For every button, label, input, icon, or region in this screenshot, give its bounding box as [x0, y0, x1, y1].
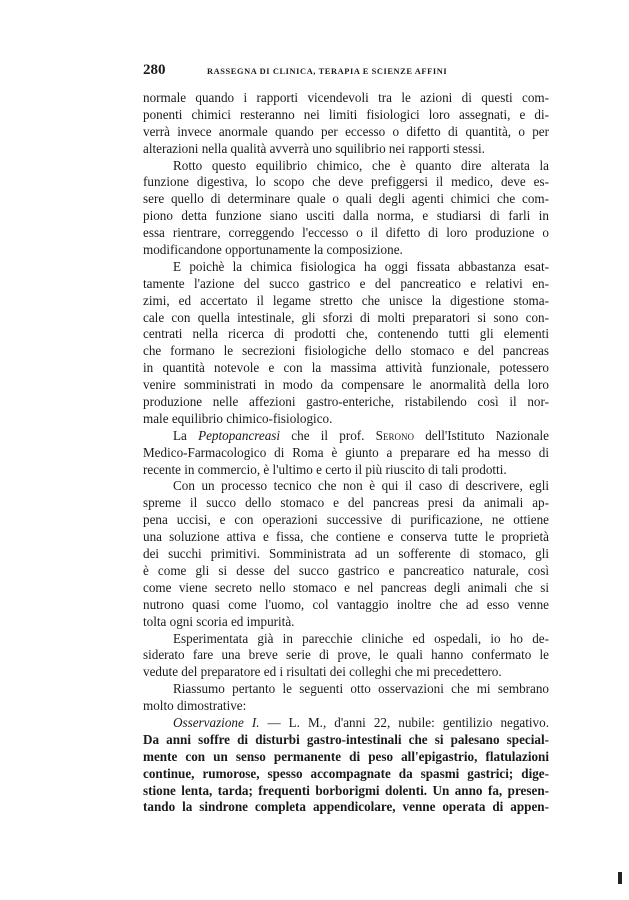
- text-line: Medico-Farmacologico di Roma è giunto a preparare ed ha messo di: [143, 444, 549, 460]
- text-line: mente con un senso permanente di peso all'epigastrio, flatulazioni: [143, 748, 549, 764]
- text-line: Esperimentata già in parecchie cliniche ed ospedali, io ho de-: [173, 630, 549, 646]
- text-line: tolta ogni scoria ed impurità.: [143, 613, 295, 629]
- text-line: siderato fare una breve serie di prove, le quali hanno confermato le: [143, 647, 549, 663]
- text-line: centrati nella ricerca di prodotti che, contenendo tutti gli elementi: [143, 326, 549, 342]
- text-line: zimi, ed accertato il legame stretto che unisce la digestione stoma-: [143, 292, 549, 308]
- text-line: modificandone opportunamente la composizione.: [143, 242, 403, 258]
- text-line: La Peptopancreasi che il prof. Serono dell'Istituto Nazionale: [173, 427, 549, 443]
- text-line: tando la sindrone completa appendicolare, venne operata di appen-: [143, 799, 549, 815]
- page-header: [143, 62, 543, 79]
- text-line: è come gli si desse del succo gastrico e pancreatico naturale, così: [143, 562, 549, 578]
- text-line: venire somministrati in modo da compensare le anormalità della loro: [143, 377, 549, 393]
- text-line: Da anni soffre di disturbi gastro-intestinali che si palesano special-: [143, 731, 549, 747]
- text-line: normale quando i rapporti vicendevoli tra le azioni di questi com-: [143, 90, 549, 105]
- text-line: Osservazione I. — L. M., d'anni 22, nubile: gentilizio negativo.: [173, 714, 549, 730]
- text-line: Rotto questo equilibrio chimico, che è quanto dire alterata la: [173, 157, 549, 173]
- running-head: RASSEGNA DI CLINICA, TERAPIA E SCIENZE AFFINI: [207, 67, 448, 76]
- text-line: sere quello di determinare quale o quali degli agenti chimici che com-: [143, 191, 549, 207]
- text-line: in quantità notevole e con la massima attività funzionale, potessero: [143, 360, 549, 376]
- product-name: Peptopancreasi: [198, 427, 281, 443]
- text-line: produzione nelle affezioni gastro-enteriche, ristabilendo così il nor-: [143, 394, 549, 410]
- text-line: continue, rumorose, spesso accompagnate da spasmi gastrici; dige-: [143, 765, 549, 781]
- text-line: Con un processo tecnico che non è qui il caso di descrivere, egli: [173, 478, 549, 494]
- text-line: tamente l'azione del succo gastrico e del pancreatico e relativi en-: [143, 275, 549, 291]
- text-line: E poichè la chimica fisiologica ha oggi fissata abbastanza esat-: [173, 258, 549, 274]
- scan-edge-mark: [618, 872, 622, 884]
- text-line: funzione digestiva, lo scopo che deve prefiggersi il medico, deve es-: [143, 174, 549, 190]
- body-text: [143, 90, 549, 816]
- text-line: spreme il succo dello stomaco e del pancreas presi da animali ap-: [143, 495, 549, 511]
- text-line: male equilibrio chimico-fisiologico.: [143, 410, 333, 426]
- text-line: come viene secreto nello stomaco e nel pancreas degli animali che si: [143, 579, 549, 595]
- text-line: piono detta funzione siano usciti dalla norma, e studiarsi di farli in: [143, 208, 549, 224]
- text-line: stione lenta, tarda; frequenti borborigmi dolenti. Un anno fa, presen-: [143, 782, 549, 798]
- text-line: alterazioni nella qualità avverrà uno squilibrio nei rapporti stessi.: [143, 140, 485, 156]
- text-line: nutrono quasi come l'uomo, col vantaggio inoltre che ad esso venne: [143, 596, 549, 612]
- author-name: Serono: [375, 427, 414, 443]
- text-line: che formano le secrezioni fisiologiche dello stomaco e del pancreas: [143, 343, 549, 359]
- page-number: 280: [143, 62, 166, 78]
- text-line: essa rientrare, correggendo l'eccesso o il difetto di loro produzione o: [143, 225, 549, 241]
- text-line: una soluzione attiva e fissa, che contiene e conserva tutte le proprietà: [143, 529, 549, 545]
- observation-label: Osservazione I.: [173, 714, 260, 730]
- text-line: dei succhi primitivi. Somministrata ad un sofferente di stomaco, gli: [143, 546, 549, 562]
- text-line: ponenti chimici resteranno nei limiti fisiologici loro assegnati, e di-: [143, 106, 549, 122]
- text-line: Riassumo pertanto le seguenti otto osservazioni che mi sembrano: [173, 681, 549, 697]
- text-line: molto dimostrative:: [143, 698, 247, 714]
- text-line: cale con quella intestinale, gli sforzi di molti preparatori si sono con-: [143, 309, 549, 325]
- text-line: recente in commercio, è l'ultimo e certo il più riuscito di tali prodotti.: [143, 461, 507, 477]
- text-line: verrà invece anormale quando per eccesso o difetto di quantità, o per: [143, 123, 549, 139]
- text-line: pena uccisi, e con operazioni successive di purificazione, ne ottiene: [143, 512, 549, 528]
- text-line: vedute del preparatore ed i risultati dei colleghi che mi precedettero.: [143, 664, 502, 680]
